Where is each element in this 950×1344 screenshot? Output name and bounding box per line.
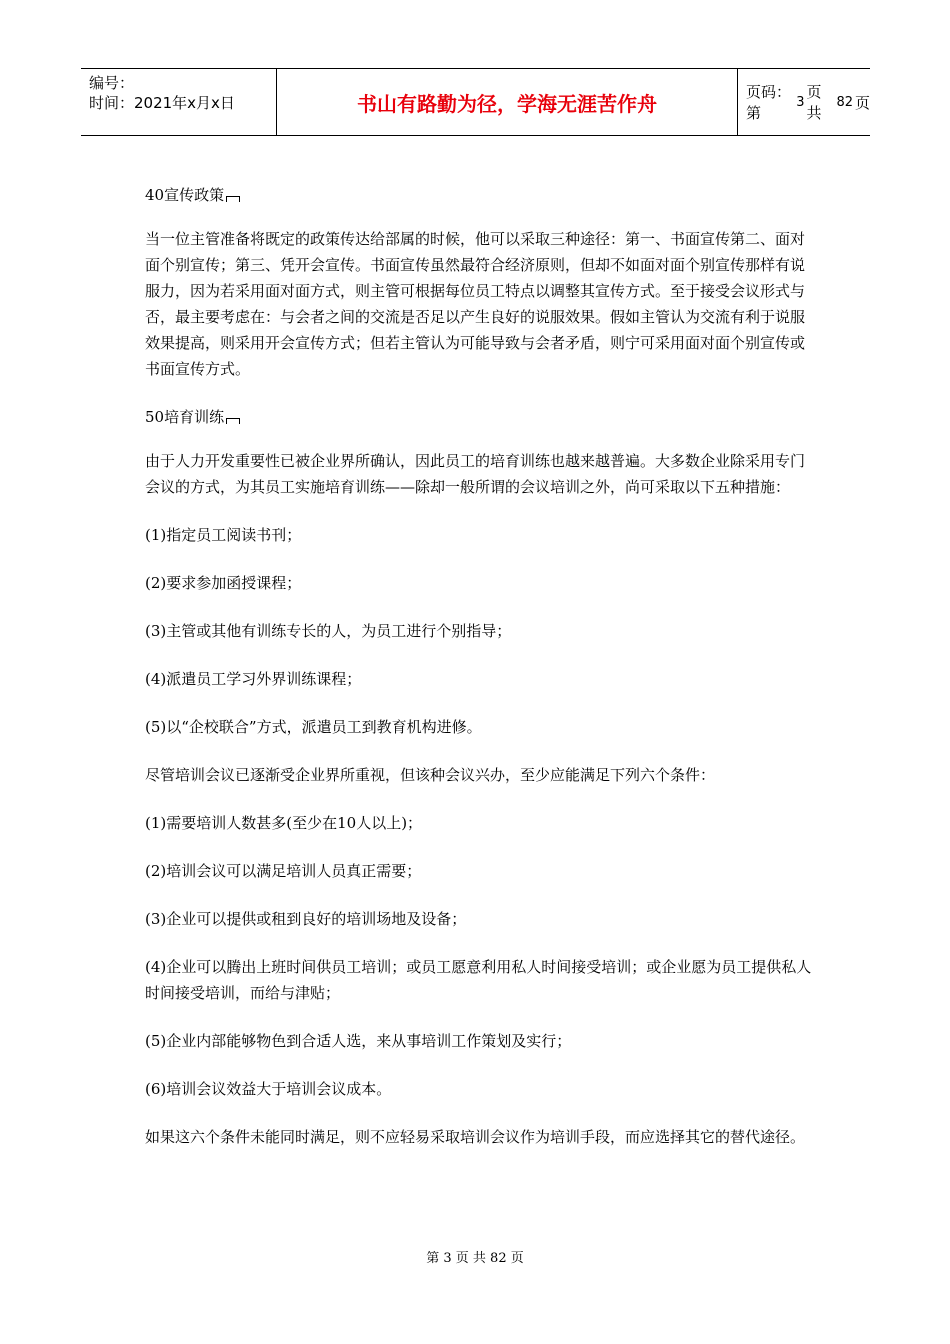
list-item: (2)培训会议可以满足培训人员真正需要；	[145, 862, 422, 880]
list-item: (6)培训会议效益大于培训会议成本。	[145, 1080, 392, 1098]
body-paragraph: 当一位主管准备将既定的政策传达给部属的时候，他可以采取三种途径：第一、书面宣传第二、面对面个别宣传；第三、凭开会宣传。书面宣传虽然最符合经济原则，但却不如面对面个别宣传那样有说服力，因为若采用面对面方式，则主管可根据每位员工特点以调整其宣传方式。至于接受会议形式与否，最主要考虑在：与会者之间的交流是否足以产生良好的说服效果。假如主管认为交流有利于说服效果提高，则采用开会宣传方式；但若主管认为可能导致与会者矛盾，则宁可采用面对面个别宣传或书面宣传方式。	[145, 230, 806, 378]
page-prefix: 页码：第	[746, 83, 792, 122]
body-paragraph: 如果这六个条件未能同时满足，则不应轻易采取培训会议作为培训手段，而应选择其它的替代途径。	[145, 1128, 806, 1146]
body-paragraph: 由于人力开发重要性已被企业界所确认，因此员工的培育训练也越来越普遍。大多数企业除采用专门会议的方式，为其员工实施培育训练——除却一般所谓的会议培训之外，尚可采取以下五种措施：	[145, 452, 806, 496]
list-item: (5)企业内部能够物色到合适人选，来从事培训工作策划及实行；	[145, 1032, 572, 1050]
header-motto: 书山有路勤为径，学海无涯苦作舟	[277, 69, 738, 135]
time-label: 时间：2021年x月x日	[89, 94, 235, 112]
page-current: 3	[796, 94, 805, 110]
list-item: (2)要求参加函授课程；	[145, 574, 302, 592]
list-item: (4)企业可以腾出上班时间供员工培训；或员工愿意利用私人时间接受培训；或企业愿为员工提供私人时间接受培训，而给与津贴；	[145, 958, 812, 1002]
section-heading: 50培育训练	[145, 404, 815, 430]
list-item: (4)派遣员工学习外界训练课程；	[145, 670, 362, 688]
list-item: (3)企业可以提供或租到良好的培训场地及设备；	[145, 910, 467, 928]
list-item: (1)需要培训人数甚多(至少在10人以上)；	[145, 814, 423, 832]
list-item: (3)主管或其他有训练专长的人，为员工进行个别指导；	[145, 622, 512, 640]
paragraph-mark-icon	[226, 418, 240, 424]
section-heading: 40宣传政策	[145, 182, 815, 208]
header-meta	[81, 69, 277, 135]
page-total: 82	[836, 94, 853, 110]
list-item: (1)指定员工阅读书刊；	[145, 526, 302, 544]
body-paragraph: 尽管培训会议已逐渐受企业界所重视，但该种会议兴办，至少应能满足下列六个条件：	[145, 766, 716, 784]
header-page-info	[738, 69, 870, 135]
paragraph-mark-icon	[226, 196, 240, 202]
page-footer: 第 3 页 共 82 页	[426, 1251, 524, 1266]
serial-label: 编号：	[89, 74, 135, 92]
page-mid: 页 共	[806, 83, 822, 122]
document-body	[145, 182, 815, 1172]
list-item: (5)以“企校联合”方式，派遣员工到教育机构进修。	[145, 718, 482, 736]
page-suffix: 页	[854, 93, 870, 112]
page-header	[81, 68, 870, 136]
